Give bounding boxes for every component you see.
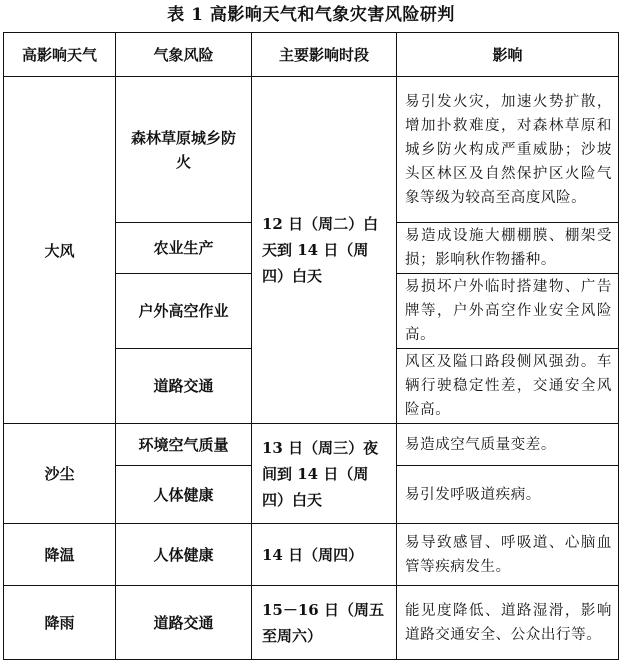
risk-cell: 人体健康 <box>116 466 252 524</box>
period-cell-cooling: 14 日（周四） <box>252 524 397 586</box>
table-row <box>4 77 619 223</box>
risk-cell: 道路交通 <box>116 586 252 660</box>
weather-cell-cooling: 降温 <box>4 524 116 586</box>
impact-cell: 易引发火灾，加速火势扩散，增加扑救难度，对森林草原和城乡防火构成严重威胁；沙坡头区林区及自然保护区火险气象等级为较高至高度风险。 <box>397 77 619 223</box>
table-title: 表 1 高影响天气和气象灾害风险研判 <box>167 5 455 25</box>
risk-cell: 人体健康 <box>116 524 252 586</box>
impact-cell: 易造成设施大棚棚膜、棚架受损；影响秋作物播种。 <box>397 223 619 274</box>
header-weather: 高影响天气 <box>4 33 116 77</box>
risk-cell: 森林草原城乡防火 <box>116 77 252 223</box>
table-row <box>4 424 619 466</box>
risk-cell: 环境空气质量 <box>116 424 252 466</box>
table-row <box>4 586 619 660</box>
table-header-row <box>4 33 619 77</box>
weather-cell-rain: 降雨 <box>4 586 116 660</box>
weather-cell-dust: 沙尘 <box>4 424 116 524</box>
risk-cell: 户外高空作业 <box>116 274 252 349</box>
period-cell-wind: 12 日（周二）白天到 14 日（周四）白天 <box>252 77 397 424</box>
table-row <box>4 524 619 586</box>
header-period: 主要影响时段 <box>252 33 397 77</box>
impact-cell: 易引发呼吸道疾病。 <box>397 466 619 524</box>
impact-cell: 易造成空气质量变差。 <box>397 424 619 466</box>
impact-cell: 风区及隘口路段侧风强劲。车辆行驶稳定性差，交通安全风险高。 <box>397 349 619 424</box>
risk-assessment-table <box>3 32 619 660</box>
header-risk: 气象风险 <box>116 33 252 77</box>
impact-cell: 能见度降低、道路湿滑，影响道路交通安全、公众出行等。 <box>397 586 619 660</box>
risk-cell: 农业生产 <box>116 223 252 274</box>
header-impact: 影响 <box>397 33 619 77</box>
period-cell-dust: 13 日（周三）夜间到 14 日（周四）白天 <box>252 424 397 524</box>
weather-cell-wind: 大风 <box>4 77 116 424</box>
impact-cell: 易损坏户外临时搭建物、广告牌等，户外高空作业安全风险高。 <box>397 274 619 349</box>
impact-cell: 易导致感冒、呼吸道、心脑血管等疾病发生。 <box>397 524 619 586</box>
risk-cell: 道路交通 <box>116 349 252 424</box>
period-cell-rain: 15－16 日（周五至周六） <box>252 586 397 660</box>
